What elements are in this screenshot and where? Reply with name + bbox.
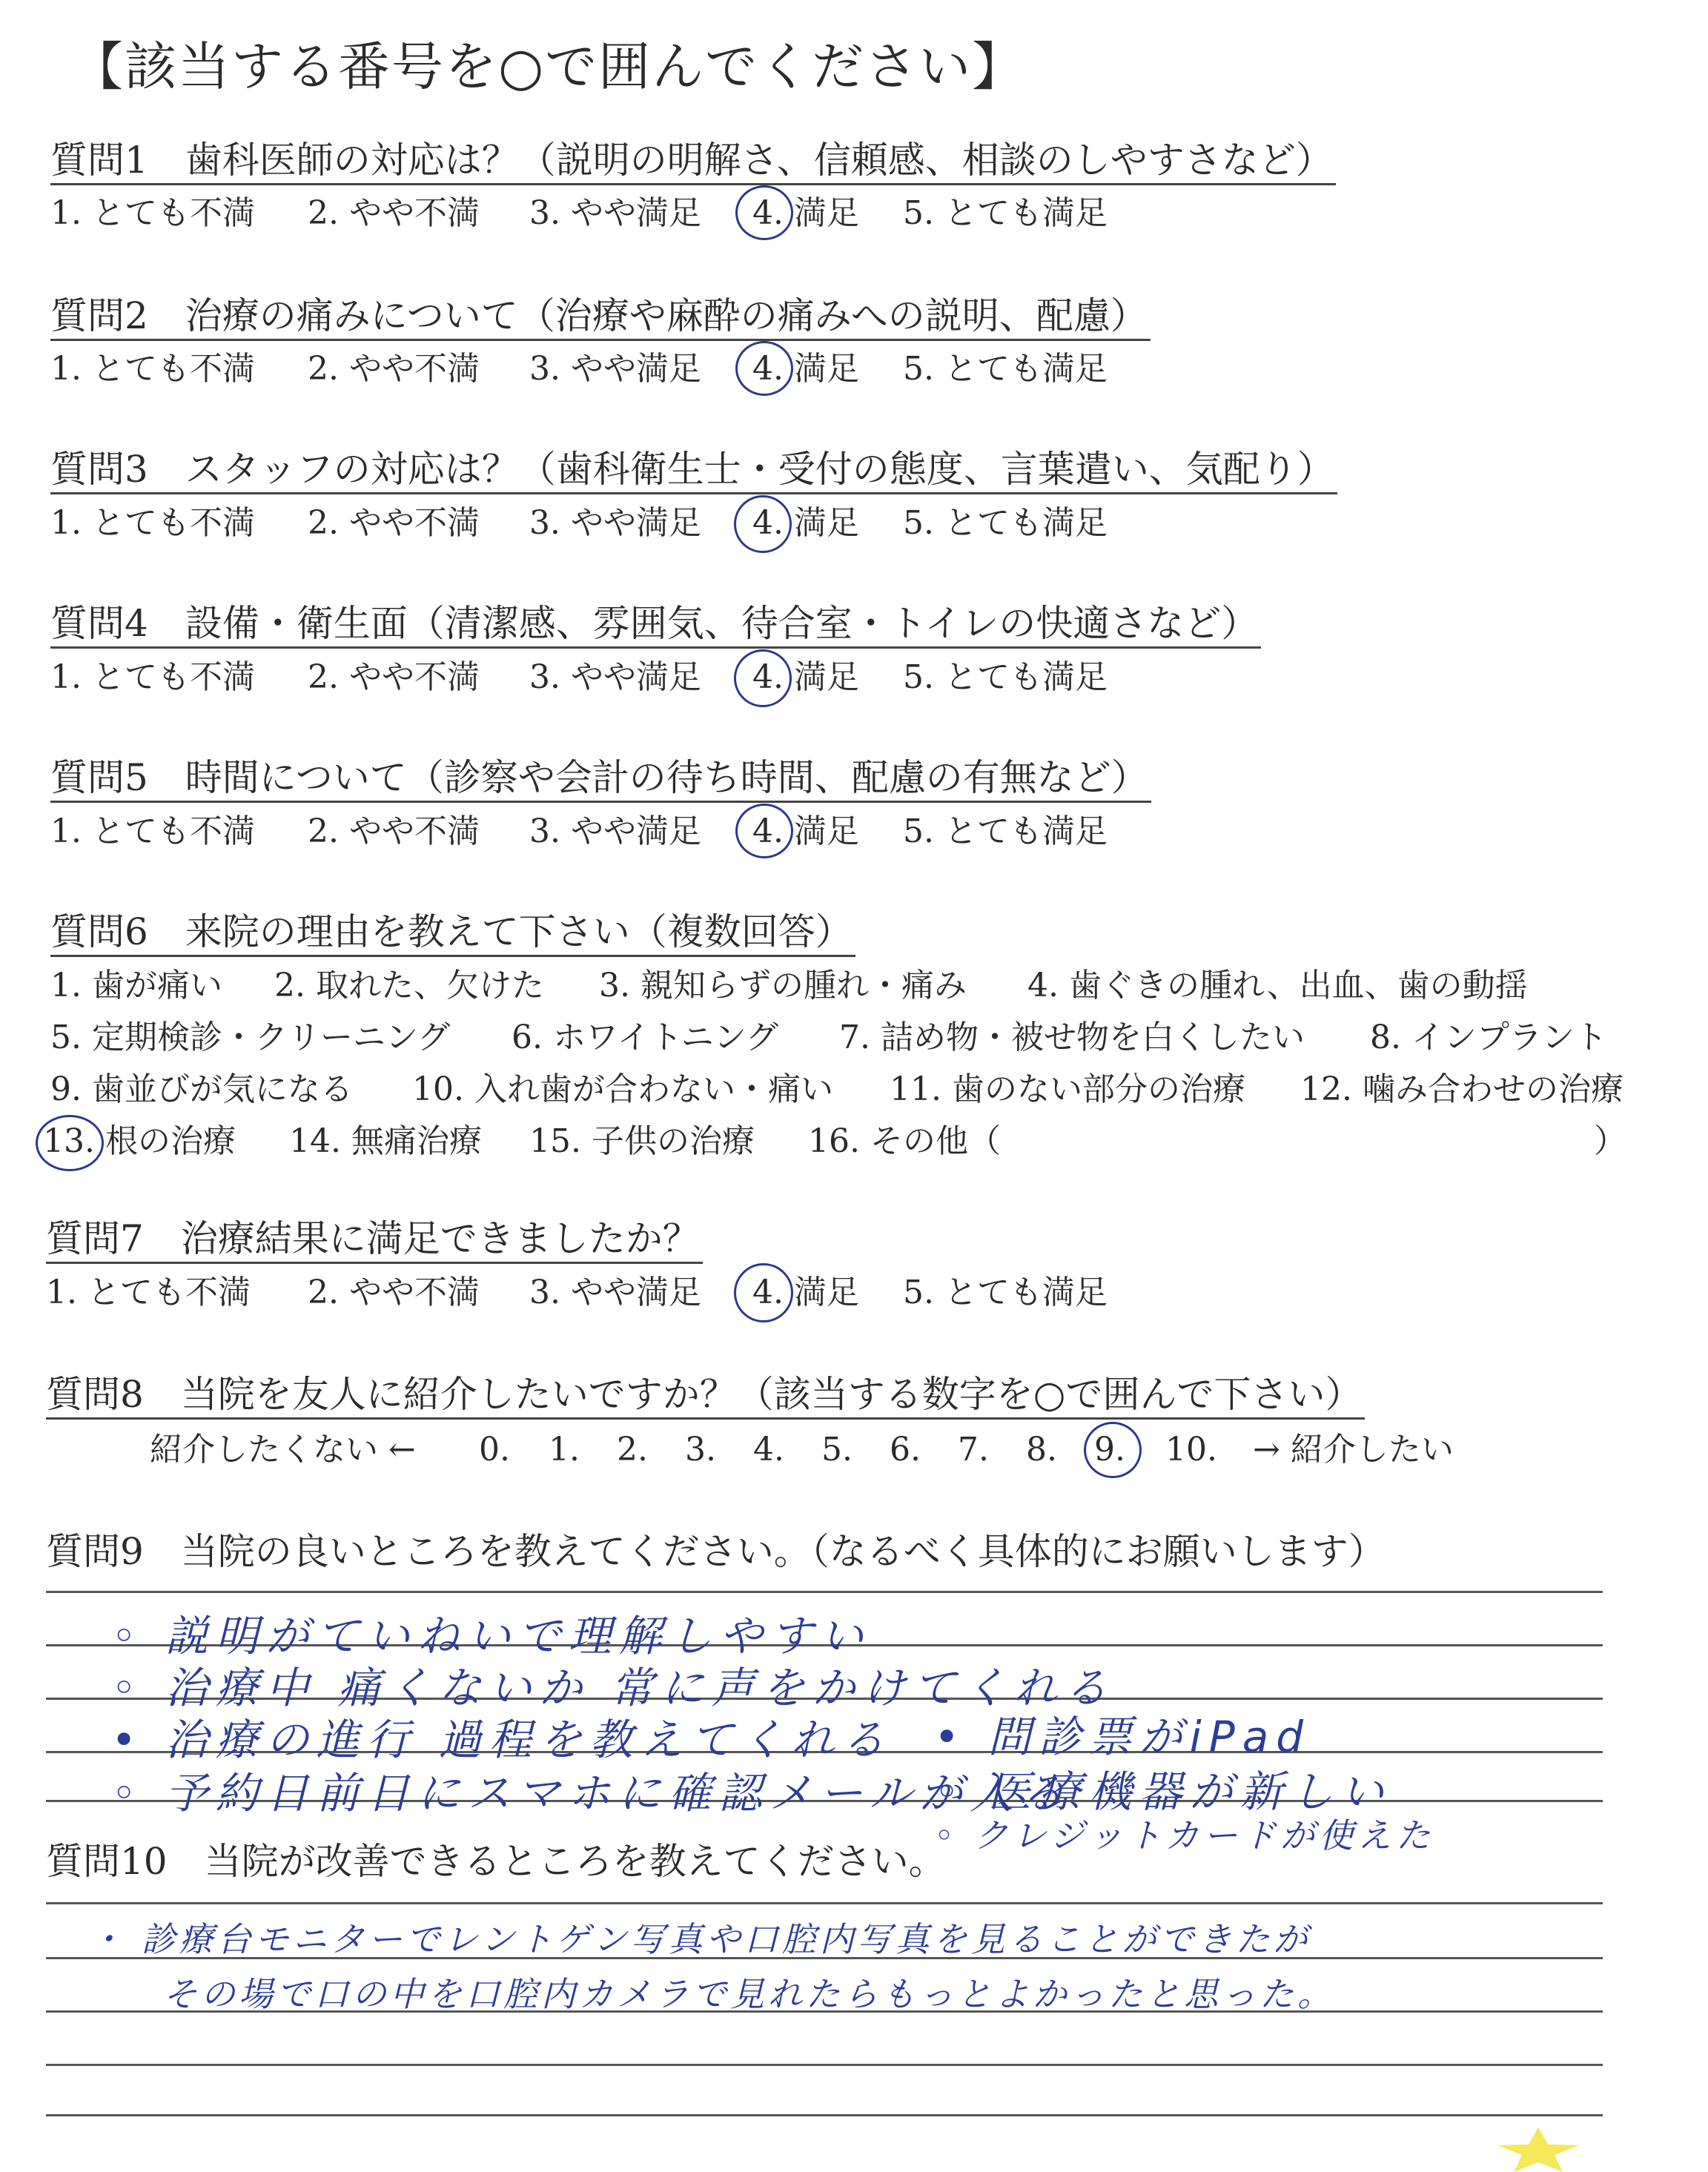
q6-option-11[interactable]: 11. 歯のない部分の治療 (890, 1070, 1245, 1108)
q5-option-2[interactable]: 2. やや不満 (308, 812, 480, 850)
q9-answer-5: ◦ 予約日前日にスマホに確認メールが入る (111, 1768, 1071, 1818)
q6-option-6[interactable]: 6. ホワイトニング (512, 1019, 779, 1056)
q6-option-15[interactable]: 15. 子供の治療 (529, 1122, 755, 1160)
q2-answer-circle (735, 341, 793, 396)
q6-option-12[interactable]: 12. 噛み合わせの治療 (1300, 1070, 1623, 1108)
q7-option-2[interactable]: 2. やや不満 (308, 1274, 480, 1311)
q2-option-2[interactable]: 2. やや不満 (308, 350, 480, 388)
q8-number-6[interactable]: 6. (890, 1431, 921, 1469)
q6-option-7[interactable]: 7. 詰め物・被せ物を白くしたい (839, 1019, 1305, 1056)
question-8-title: 質問8 当院を友人に紹介したいですか？（該当する数字を○で囲んで下さい） (46, 1371, 1365, 1420)
q8-number-9[interactable]: 9. (1094, 1431, 1125, 1469)
question-9-title: 質問9 当院の良いところを教えてください。（なるべく具体的にお願いします） (46, 1530, 1386, 1573)
q6-option-9[interactable]: 9. 歯並びが気になる (50, 1070, 353, 1108)
q8-number-0[interactable]: 0. (479, 1431, 510, 1469)
q8-number-7[interactable]: 7. (958, 1431, 989, 1469)
page-title: 【該当する番号を○で囲んでください】 (71, 36, 1026, 97)
q8-number-5[interactable]: 5. (821, 1431, 853, 1469)
q3-option-5[interactable]: 5. とても満足 (903, 504, 1108, 542)
q6-option-14[interactable]: 14. 無痛治療 (289, 1122, 482, 1160)
q7-option-1[interactable]: 1. とても不満 (46, 1274, 251, 1311)
q9-answer-2: ◦ 治療中 痛くないか 常に声をかけてくれる (111, 1663, 1115, 1713)
q2-option-1[interactable]: 1. とても不満 (50, 350, 255, 388)
q4-option-1[interactable]: 1. とても不満 (50, 658, 255, 696)
q8-number-4[interactable]: 4. (753, 1431, 784, 1469)
q6-option-5[interactable]: 5. 定期検診・クリーニング (50, 1019, 451, 1056)
q6-option-16[interactable]: 16. その他（ (808, 1122, 1001, 1160)
q8-number-8[interactable]: 8. (1026, 1431, 1057, 1469)
question-6-title: 質問6 来院の理由を教えて下さい（複数回答） (50, 909, 855, 957)
q1-option-5[interactable]: 5. とても満足 (903, 194, 1108, 232)
q9-answer-3: • 治療の進行 過程を教えてくれる (111, 1715, 893, 1765)
q6-option-10[interactable]: 10. 入れ歯が合わない・痛い (412, 1070, 833, 1108)
q4-option-3[interactable]: 3. やや満足 (529, 658, 701, 696)
q9-answer-6: ◦ 医療機器が新しい (934, 1767, 1391, 1817)
question-10-title: 質問10 当院が改善できるところを教えてください。 (46, 1840, 946, 1883)
q5-option-3[interactable]: 3. やや満足 (529, 812, 701, 850)
star-sticker (1497, 2128, 1579, 2172)
q8-right-label: → 紹介したい (1253, 1431, 1454, 1469)
q8-answer-circle (1084, 1422, 1142, 1478)
q4-option-2[interactable]: 2. やや不満 (308, 658, 480, 696)
q3-answer-circle (734, 495, 792, 553)
q6-option-8[interactable]: 8. インプラント (1370, 1019, 1607, 1056)
q5-option-1[interactable]: 1. とても不満 (50, 812, 255, 850)
q6-option-2[interactable]: 2. 取れた、欠けた (274, 967, 544, 1004)
q5-answer-circle (735, 804, 793, 858)
q6-option-13[interactable]: 13. 根の治療 (43, 1122, 236, 1160)
q9-answer-7: ◦ クレジットカードが使えた (934, 1815, 1435, 1855)
question-1-title: 質問1 歯科医師の対応は？（説明の明解さ、信頼感、相談のしやすさなど） (50, 137, 1336, 185)
q6-option-16-close: ） (1594, 1122, 1626, 1160)
q6-answer-circle (36, 1115, 104, 1171)
q4-option-5[interactable]: 5. とても満足 (903, 658, 1108, 696)
q3-option-1[interactable]: 1. とても不満 (50, 504, 255, 542)
q3-option-3[interactable]: 3. やや満足 (529, 504, 701, 542)
q1-option-4[interactable]: 4. 満足 (752, 194, 859, 232)
q8-number-10[interactable]: 10. (1165, 1431, 1217, 1469)
q7-option-4[interactable]: 4. 満足 (752, 1274, 859, 1311)
q8-left-label: 紹介したくない ← (150, 1431, 416, 1469)
question-4-title: 質問4 設備・衛生面（清潔感、雰囲気、待合室・トイレの快適さなど） (50, 600, 1261, 649)
question-3-title: 質問3 スタッフの対応は？（歯科衛生士・受付の態度、言葉遣い、気配り） (50, 446, 1337, 494)
q8-number-1[interactable]: 1. (549, 1431, 580, 1469)
q2-option-4[interactable]: 4. 満足 (752, 350, 859, 388)
q9-answer-4: • 問診票がiPad (934, 1712, 1311, 1762)
q4-answer-circle (734, 649, 792, 707)
q2-option-3[interactable]: 3. やや満足 (529, 350, 701, 388)
q10-answer-1: ・ 診療台モニターでレントゲン写真や口腔内写真を見ることができたが (89, 1919, 1311, 1959)
q7-option-5[interactable]: 5. とても満足 (903, 1274, 1108, 1311)
question-5-title: 質問5 時間について（診察や会計の待ち時間、配慮の有無など） (50, 755, 1151, 803)
question-7-title: 質問7 治療結果に満足できましたか？ (46, 1216, 703, 1264)
q8-number-2[interactable]: 2. (617, 1431, 648, 1469)
q1-option-2[interactable]: 2. やや不満 (308, 194, 480, 232)
q10-answer-line-5 (46, 2114, 1603, 2116)
q3-option-4[interactable]: 4. 満足 (752, 504, 859, 542)
q9-answer-1: ◦ 説明がていねいで理解しやすい (111, 1611, 871, 1661)
q10-answer-2: その場で口の中を口腔内カメラで見れたらもっとよかったと思った。 (163, 1974, 1335, 2014)
q6-option-3[interactable]: 3. 親知らずの腫れ・痛み (599, 967, 967, 1004)
q7-answer-circle (734, 1263, 793, 1322)
q1-option-1[interactable]: 1. とても不満 (50, 194, 255, 232)
q3-option-2[interactable]: 2. やや不満 (308, 504, 480, 542)
q8-number-3[interactable]: 3. (685, 1431, 716, 1469)
q1-option-3[interactable]: 3. やや満足 (529, 194, 701, 232)
q6-option-1[interactable]: 1. 歯が痛い (50, 967, 222, 1004)
q10-answer-line-4 (46, 2064, 1603, 2066)
q4-option-4[interactable]: 4. 満足 (752, 658, 859, 696)
q1-answer-circle (735, 185, 793, 240)
q6-option-4[interactable]: 4. 歯ぐきの腫れ、出血、歯の動揺 (1027, 967, 1528, 1004)
q9-answer-line-1 (46, 1591, 1603, 1593)
q10-answer-line-1 (46, 1902, 1603, 1904)
q2-option-5[interactable]: 5. とても満足 (903, 350, 1108, 388)
q5-option-5[interactable]: 5. とても満足 (903, 812, 1108, 850)
q7-option-3[interactable]: 3. やや満足 (529, 1274, 701, 1311)
question-2-title: 質問2 治療の痛みについて（治療や麻酔の痛みへの説明、配慮） (50, 293, 1151, 341)
q5-option-4[interactable]: 4. 満足 (752, 812, 859, 850)
